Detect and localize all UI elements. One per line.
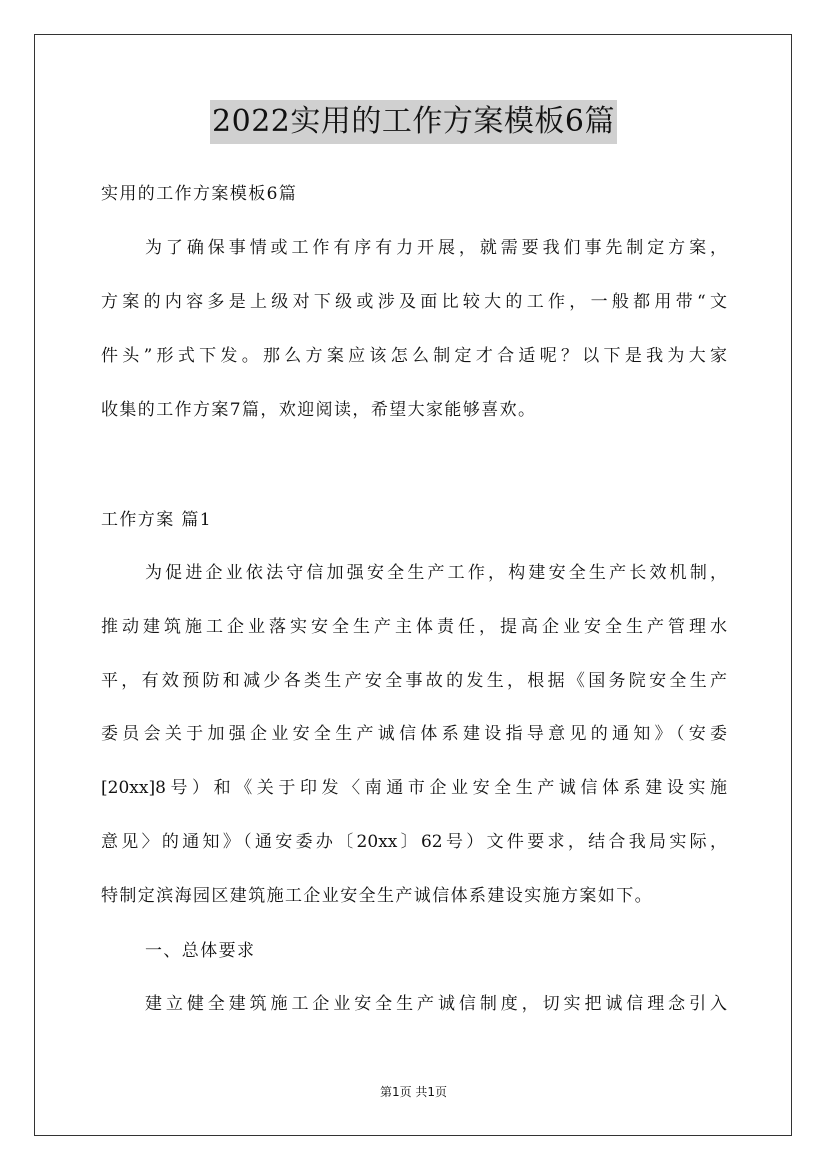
body-line: 特制定滨海园区建筑施工企业安全生产诚信体系建设实施方案如下。 xyxy=(101,886,653,906)
intro-line: 收集的工作方案7篇，欢迎阅读，希望大家能够喜欢。 xyxy=(101,400,537,420)
body-line: 推动建筑施工企业落实安全生产主体责任，提高企业安全生产管理水 xyxy=(101,617,727,637)
body-line: 意见〉的通知》（通安委办〔20xx〕62号）文件要求，结合我局实际， xyxy=(101,832,727,852)
page-footer: 第1页 共1页 xyxy=(379,1085,448,1099)
body-line: 平，有效预防和减少各类生产安全事故的发生，根据《国务院安全生产 xyxy=(101,671,727,691)
body-line: 建立健全建筑施工企业安全生产诚信制度，切实把诚信理念引入 xyxy=(145,994,727,1014)
body-line: [20xx]8号）和《关于印发〈南通市企业安全生产诚信体系建设实施 xyxy=(101,778,727,798)
intro-line: 为了确保事情或工作有序有力开展，就需要我们事先制定方案， xyxy=(145,238,727,258)
document-subtitle: 实用的工作方案模板6篇 xyxy=(101,184,298,204)
intro-line: 方案的内容多是上级对下级或涉及面比较大的工作，一般都用带“文 xyxy=(101,292,727,312)
intro-line: 件头”形式下发。那么方案应该怎么制定才合适呢？以下是我为大家 xyxy=(101,346,727,366)
document-title: 2022实用的工作方案模板6篇 xyxy=(210,100,617,144)
body-line: 为促进企业依法守信加强安全生产工作，构建安全生产长效机制， xyxy=(145,563,727,583)
body-line: 委员会关于加强企业安全生产诚信体系建设指导意见的通知》（安委 xyxy=(101,724,727,744)
section-heading: 工作方案 篇1 xyxy=(101,510,213,530)
title-wrap xyxy=(0,100,827,144)
subheading: 一、总体要求 xyxy=(145,941,256,961)
